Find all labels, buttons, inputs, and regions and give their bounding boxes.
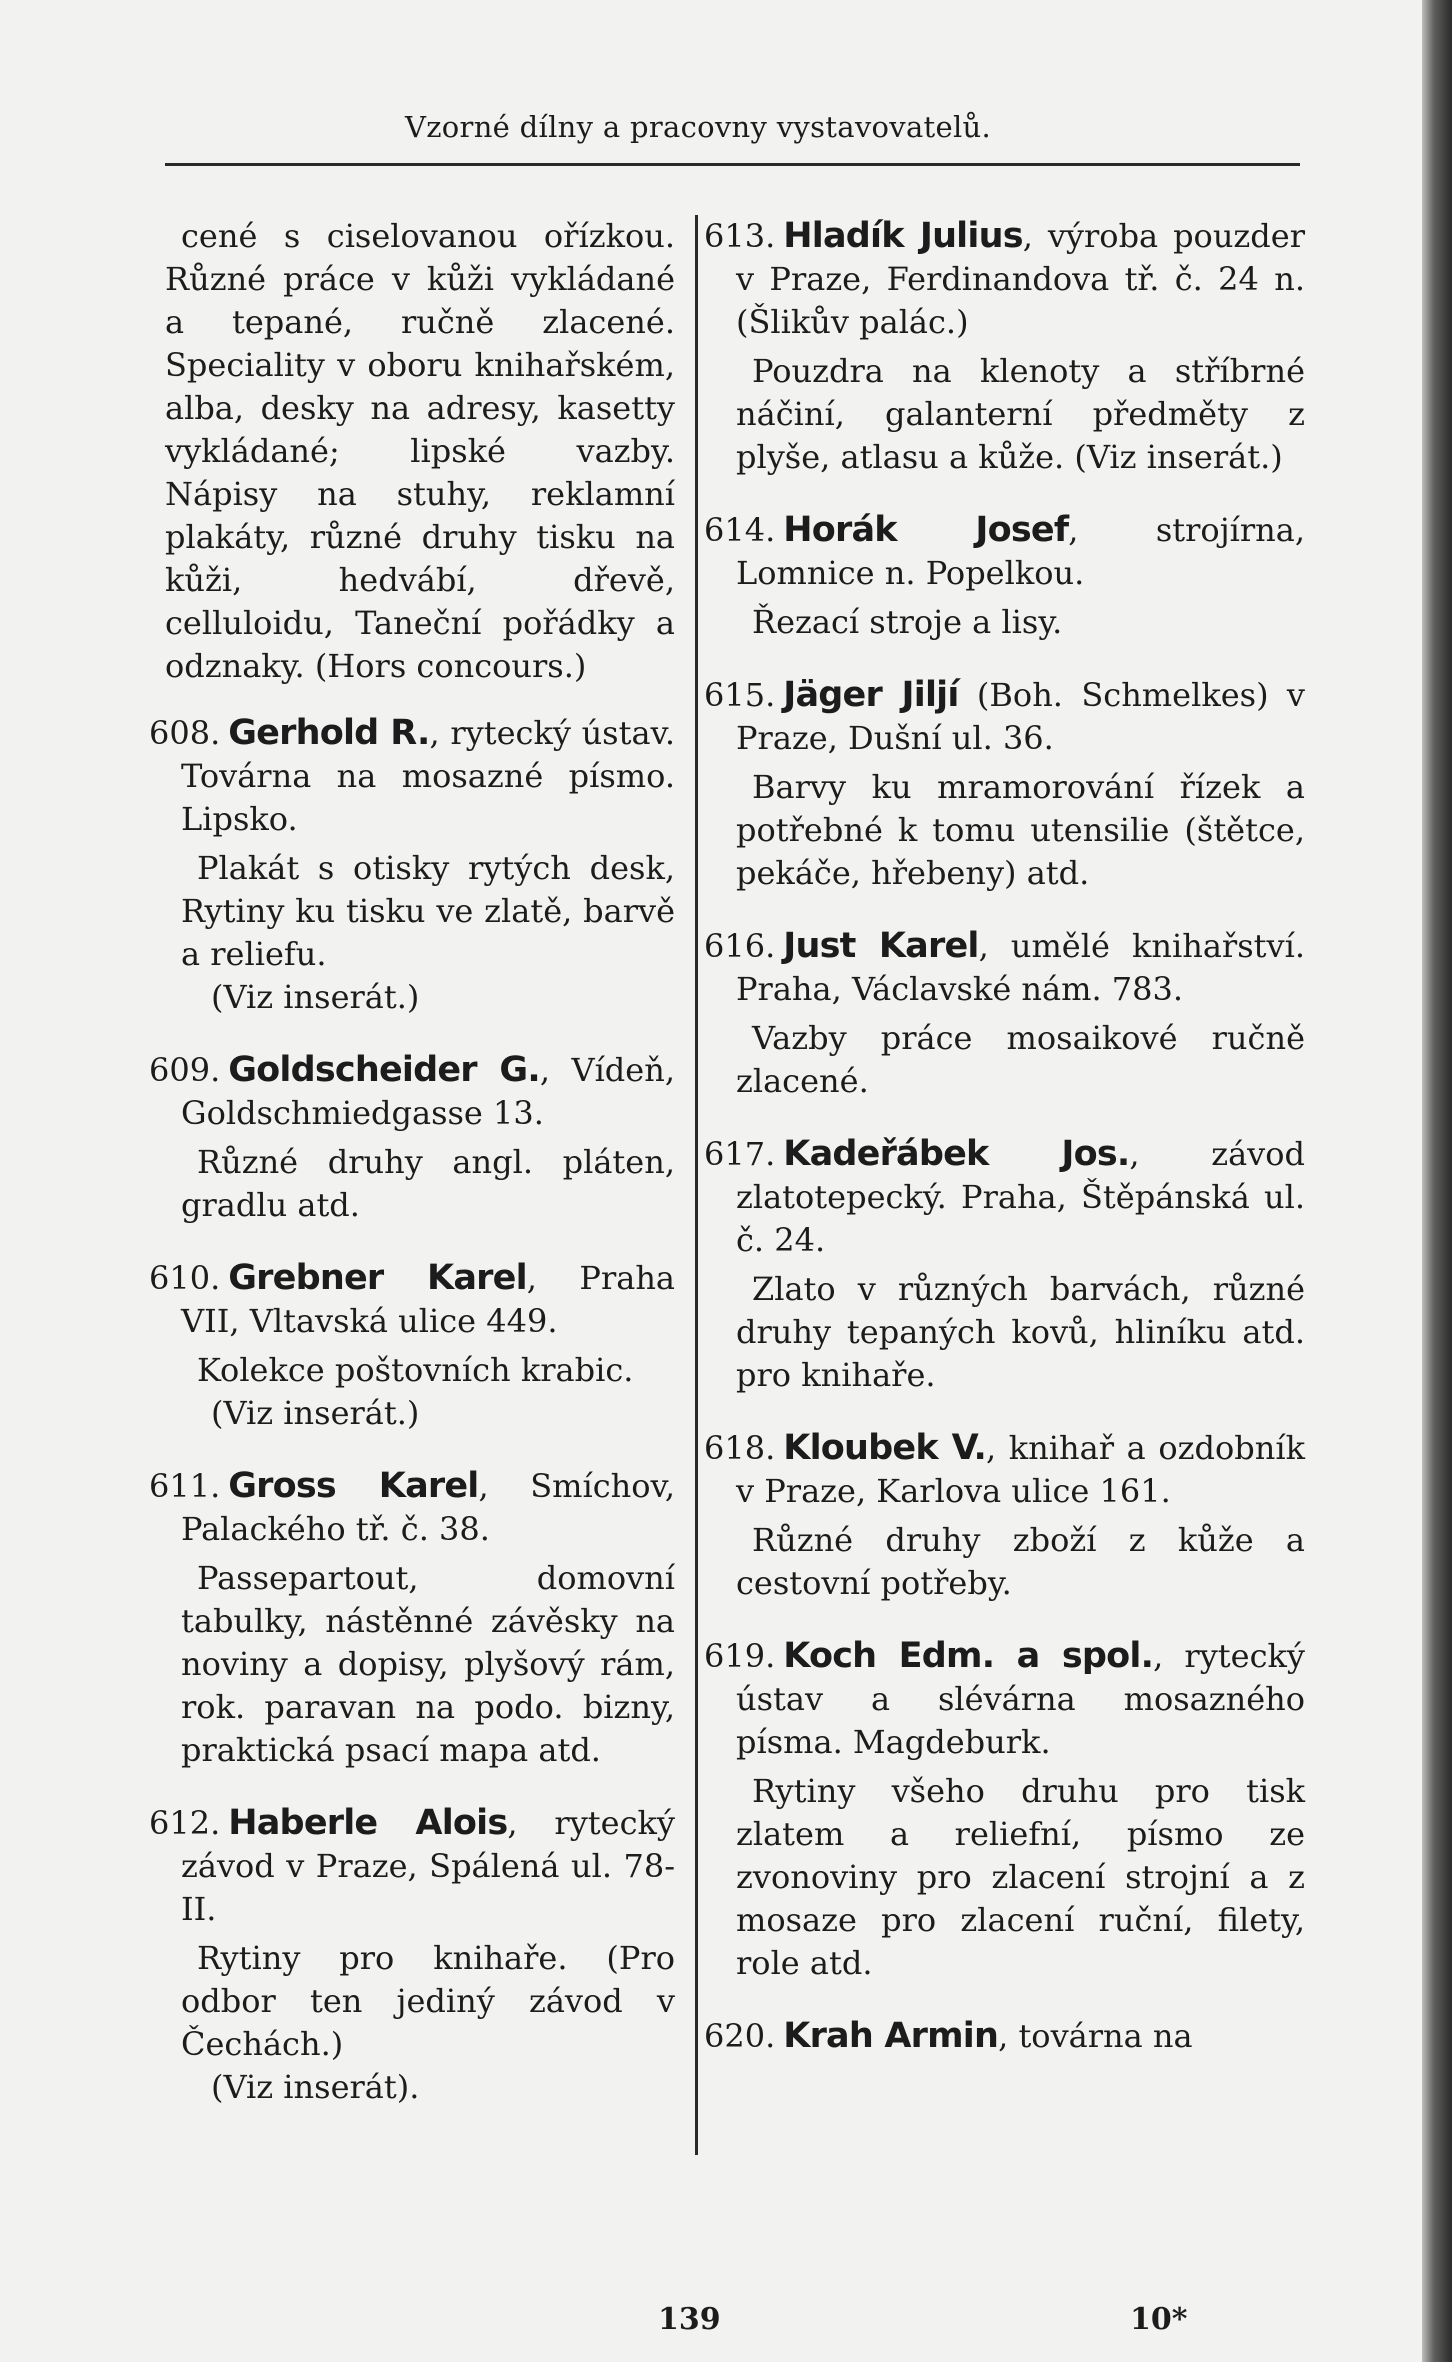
- exhibit-description: Rytiny všeho druhu pro tisk zlatem a reliefní, písmo ze zvonoviny pro zlacení strojní a z mosaze pro zlacení ruční, filety, role atd.: [736, 1772, 1305, 1982]
- signature-mark: 10*: [1130, 2302, 1188, 2337]
- entry-number: 620.: [704, 2017, 776, 2055]
- entry-number: 618.: [704, 1429, 776, 1467]
- exhibitor-address: , Vídeň, Goldschmiedgasse 13.: [181, 1051, 675, 1132]
- exhibitor-address: , knihař a ozdobník v Praze, Karlova ulice 161.: [736, 1429, 1305, 1510]
- exhibitor-address: (Boh. Schmelkes) v Praze, Dušní ul. 36.: [736, 676, 1305, 757]
- exhibitor-address: , umělé knihařství. Praha, Václavské nám. 783.: [736, 927, 1305, 1008]
- exhibitor-name: Koch Edm. a spol.: [783, 1636, 1154, 1676]
- left-entry-list: [149, 712, 675, 2109]
- exhibit-description: Kolekce poštovních krabic.: [197, 1351, 634, 1389]
- advert-reference: (Viz inserát).: [211, 2068, 420, 2106]
- exhibitor-entry: [704, 1635, 1305, 1985]
- exhibitor-entry: [149, 712, 675, 1019]
- exhibitor-address: , závod zlatotepecký. Praha, Štěpánská ul. č. 24.: [736, 1135, 1305, 1259]
- exhibitor-entry: [149, 1049, 675, 1227]
- exhibitor-entry: [704, 215, 1306, 479]
- entry-heading: [704, 509, 1305, 595]
- entry-heading: [149, 712, 675, 841]
- exhibitor-name: Hladík Julius: [783, 216, 1023, 256]
- exhibitor-name: Kloubek V.: [783, 1428, 986, 1468]
- entry-heading: [704, 2015, 1305, 2058]
- entry-heading: [704, 1427, 1305, 1513]
- entry-number: 610.: [149, 1259, 221, 1297]
- entry-number: 612.: [149, 1804, 221, 1842]
- exhibitor-name: Gerhold R.: [228, 713, 430, 753]
- entry-number: 613.: [704, 217, 776, 255]
- exhibitor-entry: [149, 1802, 675, 2109]
- entry-number: 608.: [149, 714, 221, 752]
- exhibitor-entry: [149, 1465, 675, 1772]
- exhibit-description: Barvy ku mramorování řízek a potřebné k tomu utensilie (štětce, pekáče, hřebeny) atd.: [736, 768, 1305, 892]
- exhibitor-name: Kadeřábek Jos.: [783, 1134, 1130, 1174]
- page-number: 139: [658, 2302, 721, 2337]
- right-entry-list: [704, 215, 1306, 2058]
- entry-number: 611.: [149, 1467, 221, 1505]
- entry-number: 617.: [704, 1135, 776, 1173]
- exhibit-description: Různé druhy zboží z kůže a cestovní potřeby.: [736, 1521, 1305, 1602]
- page-edge-shadow: [1422, 0, 1452, 2362]
- exhibit-description: Plakát s otisky rytých desk, Rytiny ku tisku ve zlatě, barvě a reliefu.: [181, 849, 675, 973]
- left-column: [149, 215, 675, 2139]
- entry-heading: [704, 215, 1306, 344]
- exhibit-description: Řezací stroje a lisy.: [752, 603, 1063, 641]
- entry-number: 614.: [704, 511, 776, 549]
- entry-heading: [704, 1133, 1305, 1262]
- exhibitor-entry: [704, 925, 1305, 1103]
- exhibit-description: Vazby práce mosaikové ručně zlacené.: [736, 1019, 1305, 1100]
- exhibitor-name: Krah Armin: [783, 2016, 999, 2056]
- advert-reference: (Viz inserát.): [211, 1394, 420, 1432]
- entry-heading: [149, 1257, 675, 1343]
- exhibitor-name: Goldscheider G.: [228, 1050, 540, 1090]
- exhibit-description: Různé druhy angl. pláten, gradlu atd.: [181, 1143, 675, 1224]
- exhibitor-address: , Praha VII, Vltavská ulice 449.: [181, 1259, 675, 1340]
- exhibitor-entry: [149, 1257, 675, 1435]
- entry-number: 609.: [149, 1051, 221, 1089]
- entry-heading: [704, 1635, 1305, 1764]
- exhibitor-entry: [704, 1427, 1305, 1605]
- entry-number: 616.: [704, 927, 776, 965]
- entry-number: 615.: [704, 676, 776, 714]
- exhibitor-address: , rytecký ústav a slévárna mosazného písma. Magdeburk.: [736, 1637, 1305, 1761]
- running-head: Vzorné dílny a pracovny vystavovatelů.: [404, 110, 992, 144]
- exhibitor-address: , strojírna, Lomnice n. Popelkou.: [736, 511, 1305, 592]
- right-column: [704, 215, 1306, 2088]
- column-rule: [695, 215, 698, 2155]
- exhibit-description: Rytiny pro knihaře. (Pro odbor ten jediný závod v Čechách.): [181, 1939, 675, 2063]
- entry-heading: [704, 674, 1305, 760]
- exhibitor-name: Grebner Karel: [228, 1258, 527, 1298]
- exhibitor-address: , rytecký ústav. Továrna na mosazné písmo. Lipsko.: [181, 714, 675, 838]
- entry-heading: [149, 1465, 675, 1551]
- exhibitor-name: Jäger Jiljí: [783, 675, 959, 715]
- entry-heading: [149, 1802, 675, 1931]
- exhibit-description: Zlato v různých barvách, různé druhy tepaných kovů, hliníku atd. pro knihaře.: [736, 1270, 1305, 1394]
- exhibit-description: Pouzdra na klenoty a stříbrné náčiní, galanterní předměty z plyše, atlasu a kůže. (Viz inserát.): [736, 352, 1305, 476]
- entry-heading: [149, 1049, 675, 1135]
- left-continuation-text: cené s ciselovanou ořízkou. Různé práce v kůži vykládané a tepané, ručně zlacené. Speciality v oboru knihařském, alba, desky na adresy, kasetty vykládané; lipské vazby. Nápisy na stuhy, reklamní plakáty, různé druhy tisku na kůži, hedvábí, dřevě, celluloidu, Taneční pořádky a odznaky. (Hors concours.): [165, 217, 675, 685]
- exhibitor-name: Horák Josef: [783, 510, 1069, 550]
- exhibitor-name: Just Karel: [783, 926, 979, 966]
- header-rule: [165, 163, 1300, 166]
- entry-heading: [704, 925, 1305, 1011]
- advert-reference: (Viz inserát.): [211, 978, 420, 1016]
- exhibitor-entry: [704, 2015, 1305, 2058]
- exhibitor-address: , výroba pouzder v Praze, Ferdinandova tř. č. 24 n. (Šlikův palác.): [736, 217, 1306, 341]
- exhibitor-address: , Smíchov, Palackého tř. č. 38.: [181, 1467, 675, 1548]
- entry-number: 619.: [704, 1637, 776, 1675]
- exhibitor-entry: [704, 509, 1305, 644]
- exhibitor-address: , továrna na: [998, 2017, 1193, 2055]
- exhibitor-entry: [704, 1133, 1305, 1397]
- exhibitor-name: Haberle Alois: [228, 1803, 508, 1843]
- exhibitor-name: Gross Karel: [228, 1466, 479, 1506]
- exhibitor-entry: [704, 674, 1305, 895]
- exhibit-description: Passepartout, domovní tabulky, nástěnné závěsky na noviny a dopisy, plyšový rám, rok. paravan na podo. bizny, praktická psací mapa atd.: [181, 1559, 675, 1769]
- exhibitor-address: , rytecký závod v Praze, Spálená ul. 78-II.: [181, 1804, 675, 1928]
